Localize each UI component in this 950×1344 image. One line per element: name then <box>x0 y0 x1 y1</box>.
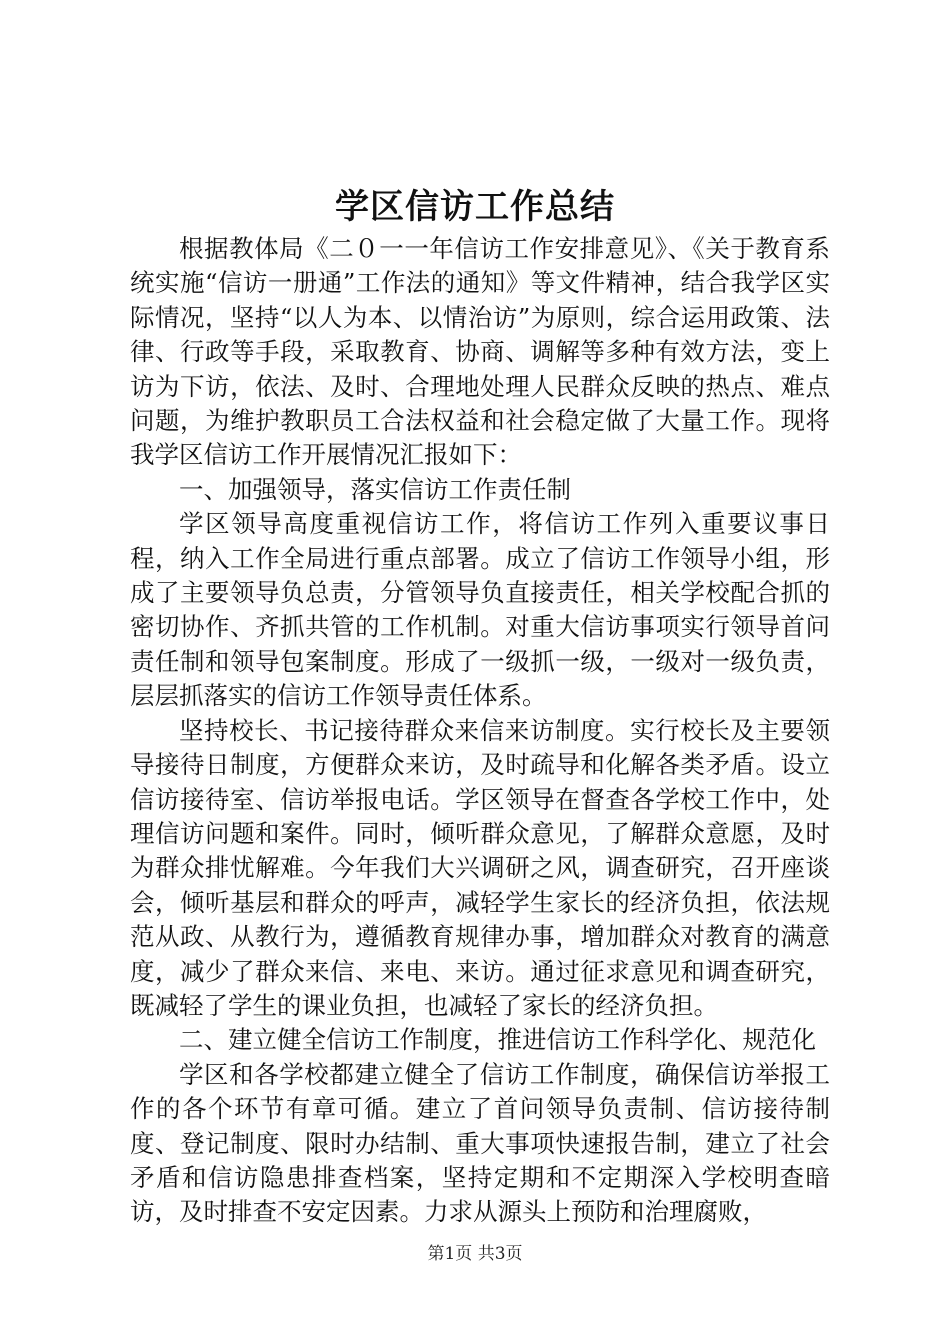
section-heading-2: 二、建立健全信访工作制度，推进信访工作科学化、规范化 <box>179 1025 816 1055</box>
page-number-footer: 第1页 共3页 <box>427 1244 523 1264</box>
paragraph-reception-system: 坚持校长、书记接待群众来信来访制度。实行校长及主要领导接待日制度，方便群众来访，及时疏导和化解各类矛盾。设立信访接待室、信访举报电话。学区领导在督查各学校工作中，处理信访问题和案件。同时，倾听群众意见，了解群众意愿，及时为群众排忧解难。今年我们大兴调研之风，调查研究，召开座谈会，倾听基层和群众的呼声，减轻学生家长的经济负担，依法规范从政、从教行为，遵循教育规律办事，增加群众对教育的满意度，减少了群众来信、来电、来访。通过征求意见和调查研究，既减轻了学生的课业负担，也减轻了家长的经济负担。 <box>130 715 830 1020</box>
document-body <box>130 232 830 1230</box>
paragraph-system-building: 学区和各学校都建立健全了信访工作制度，确保信访举报工作的各个环节有章可循。建立了首问领导负责制、信访接待制度、登记制度、限时办结制、重大事项快速报告制，建立了社会矛盾和信访隐患排查档案，坚持定期和不定期深入学校明查暗访，及时排查不安定因素。力求从源头上预防和治理腐败， <box>130 1059 830 1227</box>
paragraph-leadership: 学区领导高度重视信访工作，将信访工作列入重要议事日程，纳入工作全局进行重点部署。成立了信访工作领导小组，形成了主要领导负总责，分管领导负直接责任，相关学校配合抓的密切协作、齐抓共管的工作机制。对重大信访事项实行领导首问责任制和领导包案制度。形成了一级抓一级，一级对一级负责，层层抓落实的信访工作领导责任体系。 <box>130 509 830 711</box>
paragraph-intro: 根据教体局《二０一一年信访工作安排意见》、《关于教育系统实施“信访一册通”工作法的通知》等文件精神，结合我学区实际情况，坚持“以人为本、以情治访”为原则，综合运用政策、法律、行政等手段，采取教育、协商、调解等多种有效方法，变上访为下访，依法、及时、合理地处理人民群众反映的热点、难点问题，为维护教职员工合法权益和社会稳定做了大量工作。现将我学区信访工作开展情况汇报如下： <box>130 234 830 470</box>
document-title: 学区信访工作总结 <box>335 187 615 227</box>
section-heading-1: 一、加强领导，落实信访工作责任制 <box>179 474 571 504</box>
